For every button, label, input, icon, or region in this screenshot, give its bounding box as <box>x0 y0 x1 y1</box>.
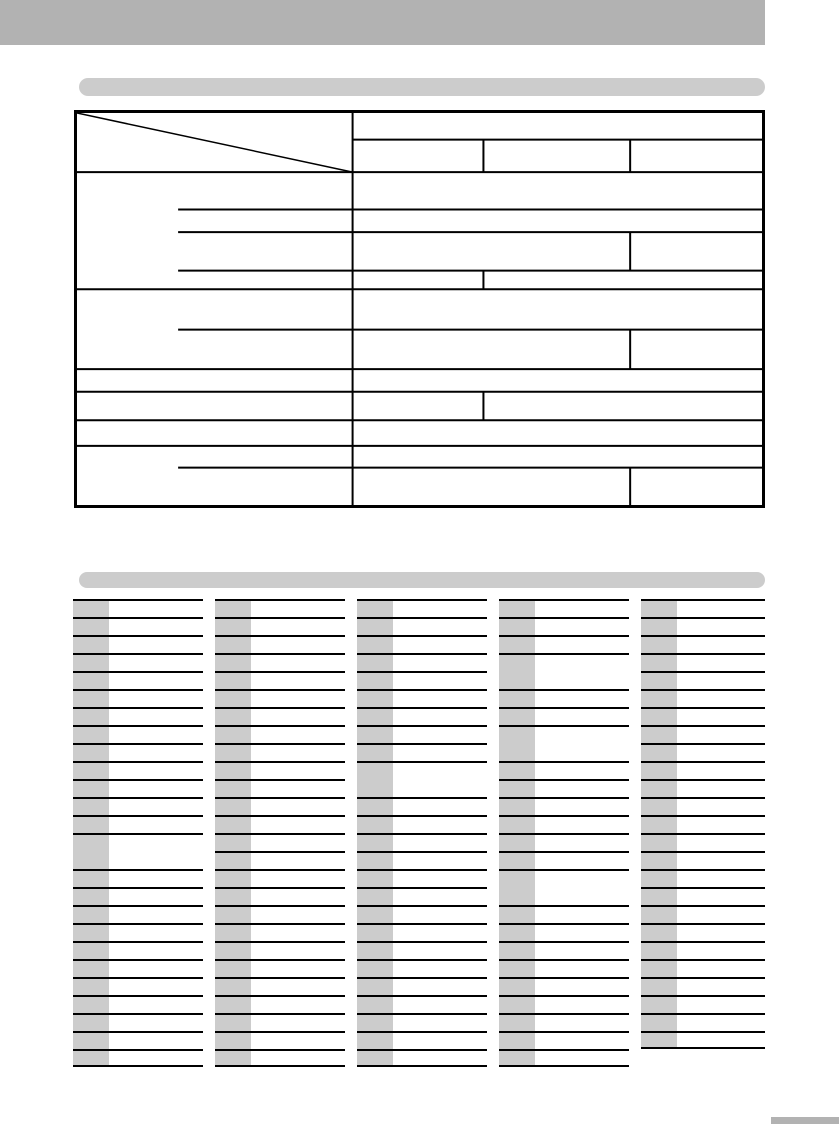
index-term-cell <box>357 1051 393 1065</box>
index-row <box>215 941 345 959</box>
index-term-cell <box>357 637 393 653</box>
index-term-cell <box>215 763 251 779</box>
index-term-cell <box>73 907 109 923</box>
index-term-cell <box>641 925 677 941</box>
index-row <box>499 905 629 923</box>
index-row <box>641 743 765 761</box>
index-row <box>357 761 487 797</box>
index-term-cell <box>641 763 677 779</box>
index-term-cell <box>641 655 677 671</box>
index-term-cell <box>73 691 109 707</box>
spec-table <box>74 110 765 508</box>
index-term-cell <box>357 835 393 851</box>
index-row <box>73 761 203 779</box>
index-row <box>357 707 487 725</box>
index-term-cell <box>499 799 535 815</box>
index-term-cell <box>357 673 393 689</box>
index-row <box>357 833 487 851</box>
index-row <box>499 995 629 1013</box>
index-term-cell <box>215 655 251 671</box>
index-row <box>641 617 765 635</box>
index-term-cell <box>357 925 393 941</box>
index-term-cell <box>215 997 251 1013</box>
index-row <box>357 851 487 869</box>
index-term-cell <box>73 727 109 743</box>
index-row <box>215 761 345 779</box>
index-row <box>357 887 487 905</box>
index-term-cell <box>215 727 251 743</box>
index-row <box>357 815 487 833</box>
index-term-cell <box>499 655 535 689</box>
index-row <box>641 941 765 959</box>
index-term-cell <box>215 1051 251 1065</box>
index-term-cell <box>73 1033 109 1049</box>
index-term-cell <box>73 997 109 1013</box>
index-term-cell <box>641 637 677 653</box>
index-term-cell <box>73 763 109 779</box>
index-term-cell <box>215 907 251 923</box>
index-term-cell <box>357 979 393 995</box>
index-row <box>215 869 345 887</box>
index-row <box>73 887 203 905</box>
index-column-3 <box>357 599 487 1067</box>
index-row <box>215 1049 345 1067</box>
index-row <box>499 779 629 797</box>
index-row <box>73 905 203 923</box>
index-term-cell <box>357 619 393 635</box>
index-term-cell <box>73 709 109 725</box>
index-term-cell <box>215 889 251 905</box>
index-row <box>73 1049 203 1067</box>
index-row <box>499 797 629 815</box>
index-row <box>73 923 203 941</box>
index-row <box>641 959 765 977</box>
index-row <box>641 653 765 671</box>
index-term-cell <box>641 709 677 725</box>
index-term-cell <box>499 907 535 923</box>
index-row <box>73 833 203 869</box>
index-row <box>357 689 487 707</box>
index-term-cell <box>73 817 109 833</box>
index-term-cell <box>641 727 677 743</box>
index-term-cell <box>641 835 677 851</box>
spec-table-grid <box>77 113 762 505</box>
index-row <box>499 707 629 725</box>
section-title-bar-2 <box>79 572 765 588</box>
index-row <box>73 707 203 725</box>
index-term-cell <box>215 961 251 977</box>
index-row <box>357 1031 487 1049</box>
index-row <box>357 977 487 995</box>
index-row <box>499 941 629 959</box>
index-row <box>215 833 345 851</box>
index-row <box>499 599 629 617</box>
index-term-cell <box>215 691 251 707</box>
index-term-cell <box>499 1015 535 1031</box>
index-row <box>357 941 487 959</box>
index-row <box>73 977 203 995</box>
index-term-cell <box>499 943 535 959</box>
index-term-cell <box>499 601 535 617</box>
index-row <box>73 941 203 959</box>
index-term-cell <box>357 997 393 1013</box>
index-row <box>357 995 487 1013</box>
index-term-cell <box>641 781 677 797</box>
index-term-cell <box>641 1033 677 1047</box>
index-row <box>73 671 203 689</box>
index-row <box>215 977 345 995</box>
index-row <box>215 1031 345 1049</box>
footer-band <box>771 1117 839 1124</box>
index-term-cell <box>499 961 535 977</box>
index-row <box>357 653 487 671</box>
index-term-cell <box>641 601 677 617</box>
index-term-cell <box>215 745 251 761</box>
index-term-cell <box>357 709 393 725</box>
index-row <box>215 671 345 689</box>
index-term-cell <box>215 637 251 653</box>
index-term-cell <box>73 637 109 653</box>
index-term-cell <box>215 619 251 635</box>
index-row <box>215 905 345 923</box>
index-row <box>641 815 765 833</box>
index-term-cell <box>641 745 677 761</box>
index-row <box>215 743 345 761</box>
index-term-cell <box>357 763 393 797</box>
index-row <box>73 617 203 635</box>
index-row <box>499 1031 629 1049</box>
index-row <box>499 977 629 995</box>
index-term-cell <box>357 817 393 833</box>
index-row <box>73 995 203 1013</box>
index-term-cell <box>215 943 251 959</box>
index-term-cell <box>357 691 393 707</box>
index-row <box>215 815 345 833</box>
index-row <box>215 707 345 725</box>
index-row <box>215 635 345 653</box>
index-row <box>499 689 629 707</box>
index-row <box>73 869 203 887</box>
index-term-cell <box>499 709 535 725</box>
index-row <box>215 797 345 815</box>
index-term-cell <box>357 889 393 905</box>
index-term-cell <box>73 835 109 869</box>
index-row <box>73 779 203 797</box>
index-row <box>357 599 487 617</box>
index-row <box>357 959 487 977</box>
index-column-2 <box>215 599 345 1067</box>
index-row <box>215 851 345 869</box>
index-term-cell <box>499 997 535 1013</box>
index-term-cell <box>499 979 535 995</box>
index-row <box>641 707 765 725</box>
index-row <box>641 761 765 779</box>
index-term-cell <box>499 637 535 653</box>
index-term-cell <box>73 1015 109 1031</box>
index-term-cell <box>357 871 393 887</box>
index-term-cell <box>357 943 393 959</box>
index-term-cell <box>641 979 677 995</box>
index-row <box>215 959 345 977</box>
index-term-cell <box>499 1051 535 1065</box>
index-term-cell <box>215 673 251 689</box>
index-term-cell <box>215 1015 251 1031</box>
index-row <box>73 743 203 761</box>
index-row <box>215 599 345 617</box>
index-term-cell <box>357 907 393 923</box>
index-term-cell <box>357 745 393 761</box>
index-term-cell <box>73 943 109 959</box>
index-term-cell <box>641 673 677 689</box>
index-row <box>215 995 345 1013</box>
index-row <box>641 923 765 941</box>
index-row <box>641 995 765 1013</box>
header-band <box>0 0 765 45</box>
index-term-cell <box>499 763 535 779</box>
index-term-cell <box>73 655 109 671</box>
index-term-cell <box>73 961 109 977</box>
index-row <box>641 977 765 995</box>
index-term-cell <box>499 691 535 707</box>
index-row <box>499 617 629 635</box>
index-row <box>641 797 765 815</box>
index-row <box>73 689 203 707</box>
index-row <box>641 887 765 905</box>
table-diagonal-line <box>77 113 353 172</box>
section-title-bar-1 <box>79 78 765 96</box>
index-term-cell <box>357 1033 393 1049</box>
index-term-cell <box>641 961 677 977</box>
index-row <box>357 1013 487 1031</box>
index-term-cell <box>73 781 109 797</box>
index-term-cell <box>641 871 677 887</box>
index-term-cell <box>357 655 393 671</box>
index-term-cell <box>357 799 393 815</box>
index-term-cell <box>357 961 393 977</box>
index-term-cell <box>641 853 677 869</box>
index-row <box>73 653 203 671</box>
index-term-cell <box>73 799 109 815</box>
index-term-cell <box>73 925 109 941</box>
index-term-cell <box>641 907 677 923</box>
index-row <box>357 797 487 815</box>
index-term-cell <box>215 1033 251 1049</box>
index-row <box>357 725 487 743</box>
index-row <box>641 671 765 689</box>
index-row <box>357 743 487 761</box>
index-term-cell <box>641 817 677 833</box>
index-row <box>73 959 203 977</box>
index-term-cell <box>215 781 251 797</box>
index-row <box>215 1013 345 1031</box>
index-row <box>499 1013 629 1031</box>
index-row <box>215 725 345 743</box>
index-term-cell <box>499 817 535 833</box>
index-row <box>357 635 487 653</box>
index-term-cell <box>73 619 109 635</box>
index-column-4 <box>499 599 629 1067</box>
index-row <box>499 653 629 689</box>
index-row <box>73 599 203 617</box>
index-term-cell <box>215 601 251 617</box>
index-term-cell <box>641 943 677 959</box>
index-term-cell <box>641 619 677 635</box>
index-term-cell <box>499 1033 535 1049</box>
index-term-cell <box>499 853 535 869</box>
index-row <box>357 905 487 923</box>
index-row <box>499 833 629 851</box>
index-term-cell <box>73 673 109 689</box>
index-row <box>73 1031 203 1049</box>
index-row <box>499 851 629 869</box>
index-row <box>641 779 765 797</box>
index-row <box>357 617 487 635</box>
index-row <box>641 851 765 869</box>
index-term-cell <box>641 997 677 1013</box>
index-term-cell <box>499 727 535 761</box>
index-row <box>499 959 629 977</box>
index-term-cell <box>357 1015 393 1031</box>
index-term-cell <box>357 601 393 617</box>
index-column-5 <box>641 599 765 1049</box>
index-term-cell <box>215 871 251 887</box>
index-row <box>215 779 345 797</box>
index-row <box>357 869 487 887</box>
index-row <box>357 671 487 689</box>
index-term-cell <box>73 1051 109 1065</box>
index-row <box>357 923 487 941</box>
index-term-cell <box>499 871 535 905</box>
index-term-cell <box>215 853 251 869</box>
index-row <box>641 599 765 617</box>
index-term-cell <box>215 979 251 995</box>
index-row <box>499 869 629 905</box>
index-row <box>499 815 629 833</box>
index-term-cell <box>215 709 251 725</box>
index-row <box>73 797 203 815</box>
index-term-cell <box>357 727 393 743</box>
index-row <box>215 887 345 905</box>
index-term-cell <box>641 691 677 707</box>
index-term-cell <box>215 799 251 815</box>
index-column-1 <box>73 599 203 1067</box>
index-term-cell <box>641 1015 677 1031</box>
index-row <box>641 635 765 653</box>
index-row <box>215 617 345 635</box>
index-row <box>357 1049 487 1067</box>
index-term-cell <box>499 619 535 635</box>
index-term-cell <box>641 889 677 905</box>
index-row <box>215 653 345 671</box>
index-term-cell <box>215 835 251 851</box>
index-row <box>215 689 345 707</box>
index-row <box>499 725 629 761</box>
index-row <box>641 689 765 707</box>
index-row <box>499 635 629 653</box>
index-row <box>73 1013 203 1031</box>
index-row <box>641 905 765 923</box>
index-row <box>641 1031 765 1049</box>
index-row <box>499 761 629 779</box>
index-term-cell <box>215 817 251 833</box>
index-term-cell <box>499 835 535 851</box>
index-row <box>641 833 765 851</box>
index-term-cell <box>499 781 535 797</box>
index-term-cell <box>641 799 677 815</box>
index-term-cell <box>73 601 109 617</box>
index-term-cell <box>73 889 109 905</box>
index-term-cell <box>499 925 535 941</box>
index-term-cell <box>215 925 251 941</box>
index-row <box>641 869 765 887</box>
index-term-cell <box>357 853 393 869</box>
index-row <box>73 725 203 743</box>
index-row <box>73 635 203 653</box>
index-term-cell <box>73 979 109 995</box>
index-row <box>499 1049 629 1067</box>
index-term-cell <box>73 871 109 887</box>
index-row <box>215 923 345 941</box>
index-term-cell <box>73 745 109 761</box>
index-row <box>499 923 629 941</box>
index-row <box>73 815 203 833</box>
index-row <box>641 1013 765 1031</box>
index-row <box>641 725 765 743</box>
